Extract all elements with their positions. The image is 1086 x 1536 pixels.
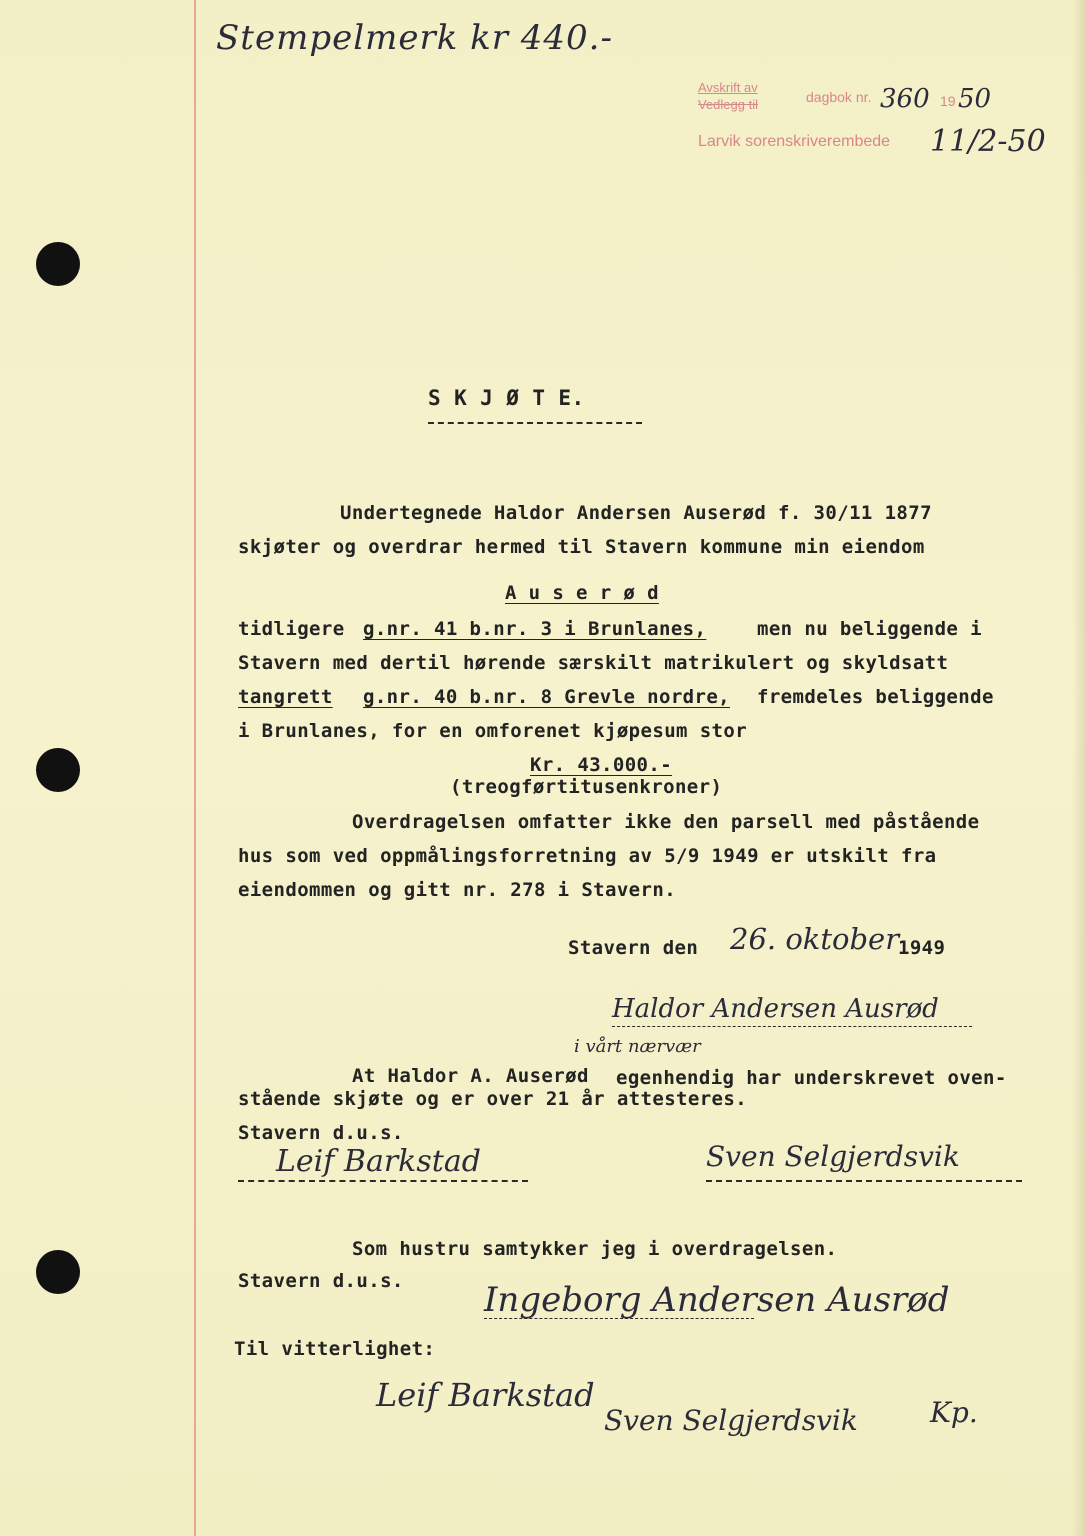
attest-line-1b: egenhendig har underskrevet oven- bbox=[616, 1067, 1007, 1089]
paragraph-2-line-1a: tidligere bbox=[238, 618, 345, 640]
stamp-line2: Vedlegg til bbox=[698, 97, 758, 112]
paragraph-2-line-3c: fremdeles beliggende bbox=[757, 686, 994, 708]
page-edge-shadow bbox=[1072, 0, 1086, 1536]
stamp-line1: Avskrift av bbox=[698, 80, 758, 95]
vitterlighet-signature-2: Sven Selgjerdsvik bbox=[604, 1404, 858, 1437]
witness-1-signature: Leif Barkstad bbox=[276, 1144, 481, 1179]
stamp-dagbok-label: dagbok nr. bbox=[806, 89, 872, 105]
paragraph-1-line-1: Undertegnede Haldor Andersen Auserød f. 30/11 1877 bbox=[340, 502, 932, 524]
stamp-dagbok-number: 360 bbox=[880, 84, 930, 114]
punch-hole-middle bbox=[36, 748, 80, 792]
stamp-duty-note: Stempelmerk kr 440.- bbox=[216, 18, 613, 58]
attest-line-1a: At Haldor A. Auserød bbox=[352, 1065, 589, 1087]
spouse-consent-line: Som hustru samtykker jeg i overdragelsen. bbox=[352, 1238, 838, 1260]
witness-2-signature: Sven Selgjerdsvik bbox=[706, 1140, 960, 1173]
attest-insertion: i vårt nærvær bbox=[574, 1036, 701, 1057]
stamp-date-written: 11/2-50 bbox=[930, 124, 1046, 159]
spouse-place: Stavern d.u.s. bbox=[238, 1270, 404, 1292]
spouse-signature-line bbox=[484, 1318, 754, 1319]
paragraph-2-line-3a: tangrett bbox=[238, 686, 333, 708]
purchase-price: Kr. 43.000.- bbox=[530, 754, 673, 776]
paragraph-3-line-2: hus som ved oppmålingsforretning av 5/9 1949 er utskilt fra bbox=[238, 845, 937, 867]
seller-signature: Haldor Andersen Ausrød bbox=[612, 994, 939, 1024]
paragraph-2-line-4: i Brunlanes, for en omforenet kjøpesum stor bbox=[238, 720, 748, 742]
witness-1-signature-line bbox=[238, 1180, 528, 1182]
paragraph-3-line-1: Overdragelsen omfatter ikke den parsell med påstående bbox=[352, 811, 980, 833]
title-underline bbox=[428, 422, 642, 424]
witness-2-signature-line bbox=[706, 1180, 1022, 1182]
date-handwritten: 26. oktober bbox=[730, 922, 900, 956]
paragraph-2-line-1c: men nu beliggende i bbox=[757, 618, 982, 640]
stamp-office: Larvik sorenskriverembede bbox=[698, 133, 891, 150]
initials: Kp. bbox=[930, 1396, 978, 1429]
paragraph-2-line-1b: g.nr. 41 b.nr. 3 i Brunlanes, bbox=[363, 618, 707, 640]
stamp-year-written: 50 bbox=[958, 84, 992, 114]
purchase-price-words: (treogførtitusenkroner) bbox=[450, 776, 723, 798]
document-title: S K J Ø T E. bbox=[428, 386, 585, 410]
spouse-signature: Ingeborg Andersen Ausrød bbox=[484, 1280, 950, 1320]
stamp-year-printed: 19 bbox=[940, 93, 956, 109]
attest-line-2: stående skjøte og er over 21 år attesteres. bbox=[238, 1088, 748, 1110]
punch-hole-bottom bbox=[36, 1250, 80, 1294]
paragraph-2-line-3b: g.nr. 40 b.nr. 8 Grevle nordre, bbox=[363, 686, 731, 708]
property-name: A u s e r ø d bbox=[505, 582, 659, 604]
paragraph-2-line-2: Stavern med dertil hørende særskilt matrikulert og skyldsatt bbox=[238, 652, 949, 674]
vitterlighet-label: Til vitterlighet: bbox=[234, 1338, 436, 1360]
punch-hole-top bbox=[36, 242, 80, 286]
vitterlighet-signature-1: Leif Barkstad bbox=[376, 1376, 595, 1414]
seller-signature-line bbox=[612, 1026, 972, 1027]
attest-place: Stavern d.u.s. bbox=[238, 1122, 404, 1144]
paragraph-3-line-3: eiendommen og gitt nr. 278 i Stavern. bbox=[238, 879, 677, 901]
margin-line bbox=[194, 0, 196, 1536]
place-date-prefix: Stavern den bbox=[568, 937, 699, 959]
date-year: 1949 bbox=[898, 937, 946, 959]
paragraph-1-line-2: skjøter og overdrar hermed til Stavern kommune min eiendom bbox=[238, 536, 925, 558]
